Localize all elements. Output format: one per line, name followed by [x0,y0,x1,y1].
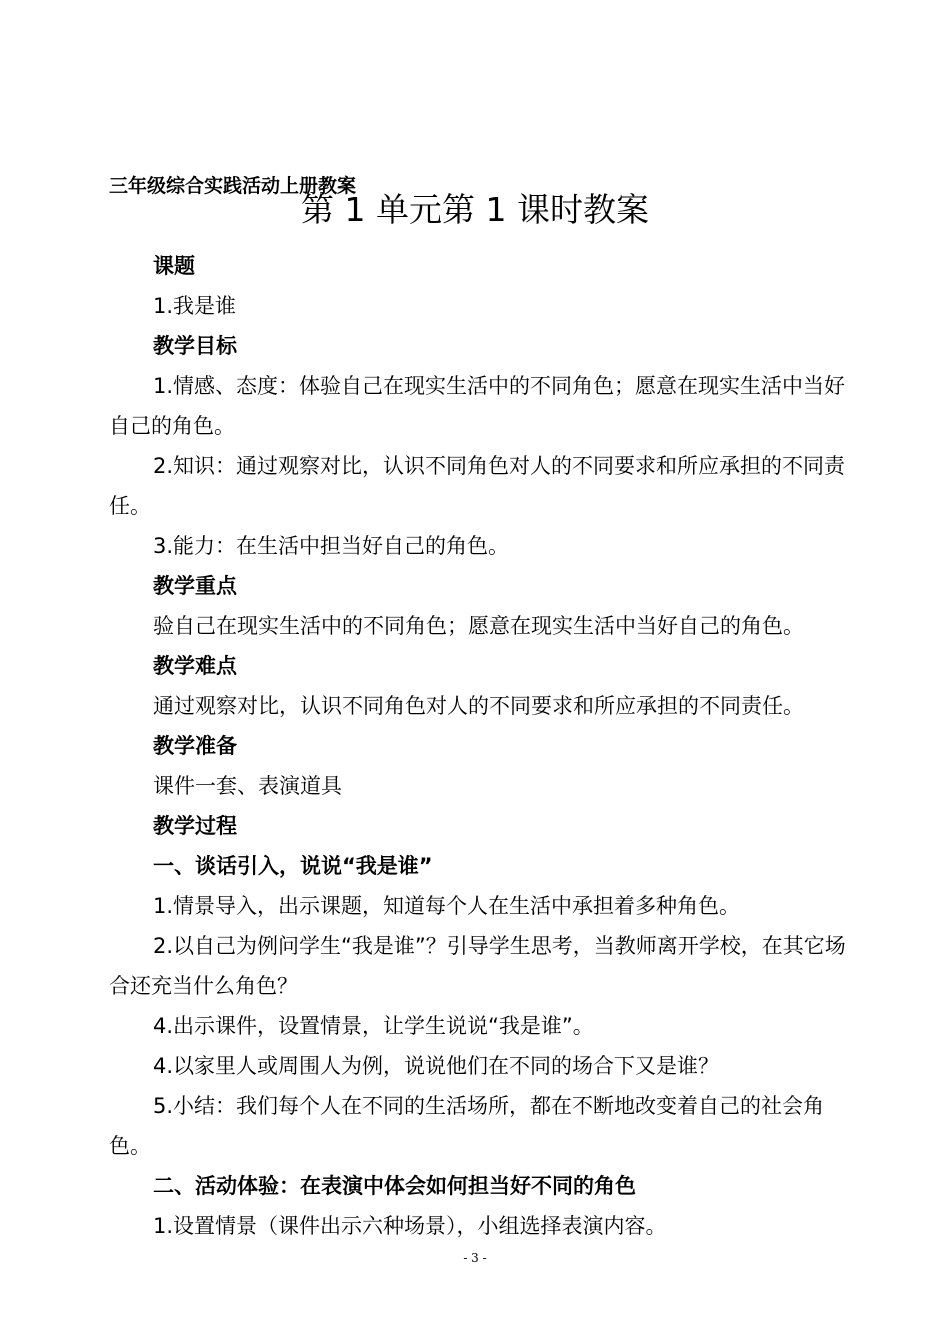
objective-item: 2.知识：通过观察对比，认识不同角色对人的不同要求和所应承担的不同责任。 [109,454,846,518]
part2-item: 1.设置情景（课件出示六种场景），小组选择表演内容。 [153,1214,667,1238]
topic-heading: 课题 [153,254,195,278]
process-heading: 教学过程 [153,814,237,838]
part1-item: 5.小结：我们每个人在不同的生活场所，都在不断地改变着自己的社会角色。 [109,1094,825,1158]
key-points-text: 验自己在现实生活中的不同角色；愿意在现实生活中当好自己的角色。 [153,614,804,638]
objectives-heading: 教学目标 [153,334,237,358]
objective-item: 3.能力：在生活中担当好自己的角色。 [153,534,510,558]
lesson-body [109,246,861,1246]
difficulties-text: 通过观察对比，认识不同角色对人的不同要求和所应承担的不同责任。 [153,694,804,718]
preparation-heading: 教学准备 [153,734,237,758]
topic-text: 1.我是谁 [153,294,237,318]
document-header-label: 三年级综合实践活动上册教案 [109,175,357,197]
preparation-text: 课件一套、表演道具 [153,774,342,798]
part1-item: 2.以自己为例问学生“我是谁”？引导学生思考，当教师离开学校，在其它场合还充当什么角色？ [109,934,846,998]
part1-item: 4.以家里人或周围人为例，说说他们在不同的场合下又是谁？ [153,1054,720,1078]
part2-heading: 二、活动体验：在表演中体会如何担当好不同的角色 [153,1174,636,1198]
difficulties-heading: 教学难点 [153,654,237,678]
part1-item: 1.情景导入，出示课题，知道每个人在生活中承担着多种角色。 [153,894,741,918]
part1-heading: 一、谈话引入，说说“我是谁” [153,854,433,878]
objective-item: 1.情感、态度：体验自己在现实生活中的不同角色；愿意在现实生活中当好自己的角色。 [109,374,846,438]
part1-item: 4.出示课件，设置情景，让学生说说“我是谁”。 [153,1014,594,1038]
key-points-heading: 教学重点 [153,574,237,598]
lesson-title: 第 1 单元第 1 课时教案 [301,190,649,229]
page-number: - 3 - [463,1251,487,1265]
